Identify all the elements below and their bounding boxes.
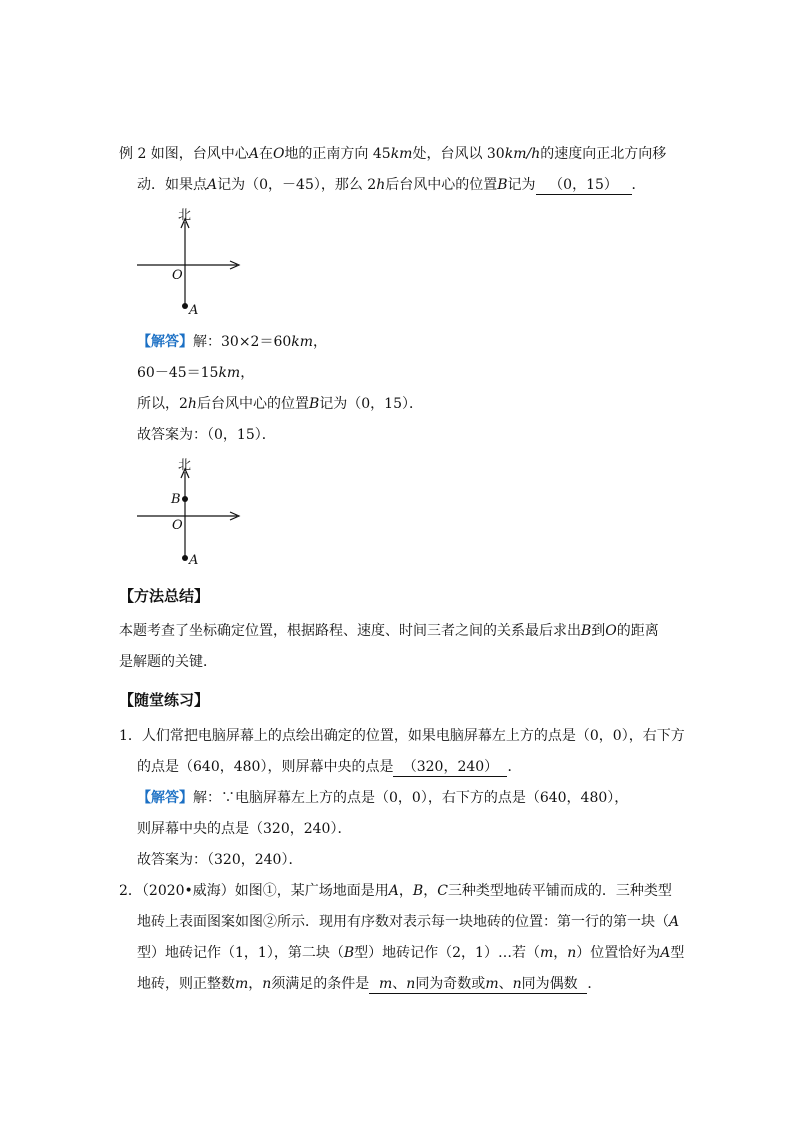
text: 地砖上表面图案如图 [137,914,263,930]
point-a-label: A [189,553,199,568]
var-n: n [406,976,416,992]
circled-1: ① [262,883,277,899]
text: 后台风中心的位置 [385,177,498,193]
var-m: m [485,976,499,992]
text: 到 [591,623,606,639]
answer-text: （0，15） [549,177,618,193]
point-b [182,496,188,502]
text: 60－45＝15 [137,365,219,381]
var-b: B [308,396,320,412]
point-a [182,303,188,309]
figure-1 [130,206,250,316]
var-a: A [660,945,671,961]
answer-text: （320，240） [402,759,499,775]
var-o: O [605,623,617,639]
text: 1．人们常把电脑屏幕上的点绘出确定的位置，如果电脑屏幕左上方的点是（0，0），右下方 [119,728,685,744]
unit: h [376,177,386,193]
text: 同为奇数或 [415,976,486,992]
var-a: A [388,883,399,899]
unit: km [390,146,413,162]
text: 处，台风以 30 [412,146,505,162]
text: 地的正南方向 45 [284,146,391,162]
q1-solution-line1 [137,788,628,808]
text: 2．（2020•威海）如图 [119,883,263,899]
text: 、 [392,976,407,992]
answer-blank [369,975,587,994]
solution-line3 [137,394,423,414]
text: 须满足的条件是 [271,976,370,992]
q2-line1 [119,881,672,901]
text: 的距离 [616,623,659,639]
text: 同为偶数 [521,976,578,992]
practice-title: 【随堂练习】 [119,691,210,709]
text: 记为（0，－45），那么 2 [217,177,377,193]
text: 本题考查了坐标确定位置，根据路程、速度、时间三者之间的关系最后求出 [119,623,581,639]
text: ， [248,976,263,992]
text: ． [587,976,602,992]
point-a-label: A [189,303,199,318]
solution-tag: 【解答】 [137,790,193,806]
text: ， [553,945,568,961]
q1-line2 [137,757,521,777]
text: 型 [670,945,685,961]
north-label: 北 [178,458,192,473]
solution-line4 [137,425,276,445]
text: 动．如果点 [137,177,207,193]
text: ， [423,883,438,899]
solution-tag: 【解答】 [137,334,193,350]
unit: km [291,334,314,350]
method-line1 [119,621,659,641]
var-n: n [512,976,522,992]
text: 的速度向正北方向移 [540,146,667,162]
text: 后台风中心的位置 [196,396,309,412]
solution-line2 [137,363,254,383]
answer-blank [536,176,632,195]
text: 故答案为：（0，15）． [137,427,276,443]
var-a: A [669,914,680,930]
answer-blank [393,758,507,777]
north-label: 北 [178,208,192,223]
text: 是解题的关键． [119,654,217,670]
text: 所以，2 [137,396,188,412]
var-o: O [272,146,285,162]
var-m: m [235,976,249,992]
circled-2: ② [263,914,277,930]
var-b: B [412,883,424,899]
var-b: B [343,945,355,961]
origin-label: O [172,268,183,283]
q1-line1 [119,726,685,746]
point-a [182,555,188,561]
q1-solution-line3 [137,850,302,870]
var-n: n [567,945,577,961]
example2-line1 [119,144,666,164]
method-title: 【方法总结】 [119,587,210,605]
q2-line3 [137,943,684,963]
text: 解：∵电脑屏幕左上方的点是（0，0），右下方的点是（640，480）， [193,790,629,806]
text: 记为（0，15）． [319,396,423,412]
text: 则屏幕中央的点是（320，240）． [137,821,352,837]
q2-line4 [137,974,601,994]
unit: h [187,396,197,412]
text: ）位置恰好为 [576,945,661,961]
var-m: m [539,945,554,961]
text: 的点是（640，480），则屏幕中央的点是 [137,759,394,775]
figure-2 [130,456,250,568]
text: ， [313,334,328,350]
text: 、 [498,976,513,992]
text: 三种类型地砖平铺而成的．三种类型 [447,883,672,899]
var-n: n [262,976,272,992]
text: ，某广场地面是用 [276,883,389,899]
text: ， [240,365,255,381]
text: 记为 [507,177,536,193]
var-b: B [581,623,592,639]
text: ， [398,883,413,899]
var-b: B [497,177,508,193]
text: ． [631,177,646,193]
q2-line2 [137,912,679,932]
point-b-label: B [171,492,181,507]
text: 解：30×2＝60 [193,334,292,350]
text: 型）地砖记作（1，1），第二块（ [137,945,344,961]
var-m: m [379,976,393,992]
text: 地砖，则正整数 [137,976,235,992]
unit: km [218,365,241,381]
text: 型）地砖记作（2，1）…若（ [354,945,540,961]
text: 例 2 如图，台风中心 [119,146,249,162]
text: 故答案为：（320，240）． [137,852,303,868]
var-c: C [437,883,448,899]
text: ． [507,759,522,775]
method-line2 [119,652,217,672]
text: 在 [258,146,273,162]
unit: km/h [504,146,541,162]
q1-solution-line2 [137,819,351,839]
text: 所示．现用有序数对表示每一块地砖的位置：第一行的第一块（ [277,914,669,930]
var-a: A [248,146,259,162]
origin-label: O [172,518,183,533]
example2-line2 [137,175,646,195]
var-a: A [207,177,218,193]
solution-line1 [137,332,327,352]
